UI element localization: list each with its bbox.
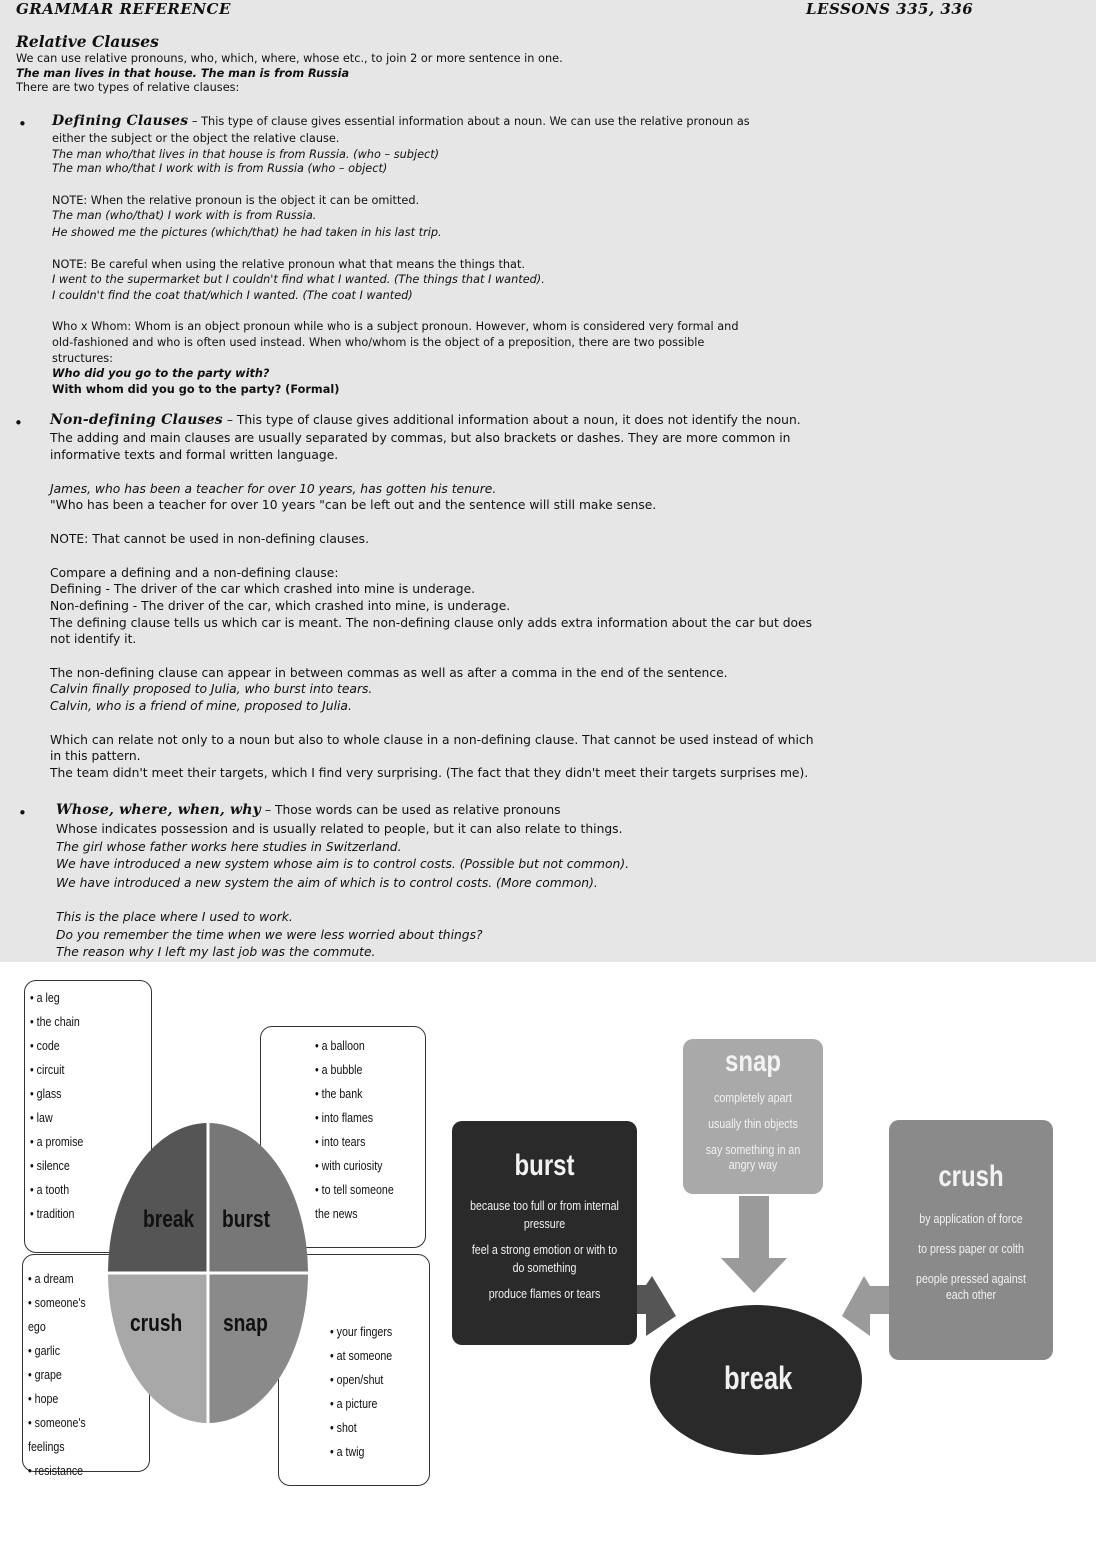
defining-line: NOTE: Be careful when using the relative pronoun what that means the things that. [52,258,526,271]
crush-card-line: each other [945,1288,997,1302]
burst-card [452,1121,637,1345]
nondefining-line: NOTE: That cannot be used in non-defining clauses. [50,532,369,546]
break-item: • glass [30,1087,62,1101]
nondefining-heading: Non-defining Clauses [50,412,223,428]
whose-line: Do you remember the time when we were less worried about things? [56,928,483,942]
quadrant-label-burst: burst [222,1206,270,1233]
nondefining-line: Calvin, who is a friend of mine, proposed to Julia. [50,699,352,713]
defining-heading: Defining Clauses [52,113,189,129]
crush-card-line: people pressed against [916,1272,1026,1286]
whose-line: We have introduced a new system the aim of which is to control costs. (More common). [56,876,598,890]
burst-item: • a bubble [315,1063,363,1077]
break-item: • tradition [30,1207,75,1221]
defining-line: I went to the supermarket but I couldn't find what I wanted. (The things that I wanted). [52,273,545,286]
break-item: • law [30,1111,53,1125]
burst-card-line: produce flames or tears [488,1287,601,1301]
break-item: • circuit [30,1063,65,1077]
crush-item: • someone's [28,1296,86,1310]
whose-heading: Whose, where, when, why [56,802,261,818]
bullet: • [14,414,23,432]
defining-line: Who x Whom: Whom is an object pronoun while who is a subject pronoun. However, whom is considered very formal and [52,320,739,333]
burst-card-line: pressure [523,1217,566,1231]
break-item: • a tooth [30,1183,70,1197]
whose-line: We have introduced a new system whose aim is to control costs. (Possible but not common). [56,857,630,871]
nondefining-desc: – This type of clause gives additional information about a noun, it does not identify the noun. [226,413,801,427]
defining-line: Who did you go to the party with? [52,367,270,380]
break-center-label: break [724,1360,793,1396]
defining-line: The man who/that lives in that house is from Russia. (who – subject) [52,148,440,161]
intro-line: We can use relative pronouns, who, which, where, whose etc., to join 2 or more sentence in one. [16,52,563,65]
snap-card-line: usually thin objects [708,1117,798,1131]
nondefining-line: Compare a defining and a non-defining clause: [50,566,339,580]
bullet: • [18,804,27,822]
burst-item: • to tell someone [315,1183,394,1197]
whose-line: The girl whose father works here studies in Switzerland. [56,840,402,854]
defining-line: structures: [52,352,113,365]
snap-item: • at someone [330,1349,393,1363]
burst-card-lines [452,1197,637,1303]
nondefining-desc3: informative texts and formal written language. [50,448,339,462]
crush-card-line: by application of force [919,1212,1023,1226]
nondefining-line: in this pattern. [50,749,141,763]
quadrant-label-break: break [143,1206,195,1233]
nondefining-line: "Who has been a teacher for over 10 years "can be left out and the sentence will still make sense. [50,498,657,512]
defining-desc2: either the subject or the object the relative clause. [52,132,340,145]
crush-item: feelings [28,1440,65,1454]
break-item: • a leg [30,991,60,1005]
break-item: • the chain [30,1015,80,1029]
burst-item: • into flames [315,1111,374,1125]
snap-item: • a twig [330,1445,365,1459]
header-left: GRAMMAR REFERENCE [16,0,231,18]
whose-line: The reason why I left my last job was the commute. [56,945,376,959]
crush-card-title: crush [938,1160,1004,1193]
nondefining-line: Non-defining - The driver of the car, which crashed into mine, is underage. [50,599,511,613]
snap-card-title: snap [724,1045,782,1078]
nondefining-line: Calvin finally proposed to Julia, who burst into tears. [50,682,373,696]
burst-card-title: burst [514,1149,575,1182]
crush-card [889,1120,1053,1360]
nondefining-desc2: The adding and main clauses are usually separated by commas, but also brackets or dashes. They are more common in [50,431,791,445]
defining-line: The man (who/that) I work with is from Russia. [52,209,317,222]
snap-item: • shot [330,1421,357,1435]
whose-desc: – Those words can be used as relative pronouns [264,803,561,817]
crush-card-line: to press paper or colth [918,1242,1024,1256]
crush-item: • someone's [28,1416,86,1430]
bullet: • [18,115,27,133]
crush-card-lines [889,1210,1053,1302]
snap-item: • open/shut [330,1373,384,1387]
snap-item: • a picture [330,1397,378,1411]
whose-line: Whose indicates possession and is usually related to people, but it can also relate to things. [56,822,623,836]
nondefining-line: The team didn't meet their targets, which I find very surprising. (The fact that they didn't meet their targets surprises me). [50,766,809,780]
defining-line: With whom did you go to the party? (Formal) [52,383,340,396]
snap-card [683,1039,823,1194]
burst-item: • with curiosity [315,1159,383,1173]
nondefining-line: Which can relate not only to a noun but also to whole clause in a non-defining clause. That cannot be used instead of which [50,733,814,747]
defining-desc: – This type of clause gives essential information about a noun. We can use the relative pronoun as [191,115,750,128]
snap-item: • your fingers [330,1325,393,1339]
nondefining-line: not identify it. [50,632,137,646]
break-item: • code [30,1039,60,1053]
intro-line: The man lives in that house. The man is from Russia [16,67,350,80]
defining-line: old-fashioned and who is often used instead. When who/whom is the object of a preposition, there are two possible [52,336,705,349]
snap-card-line: say something in an [705,1143,801,1157]
page-title: Relative Clauses [16,32,159,51]
burst-item: the news [315,1207,358,1221]
defining-line: I couldn't find the coat that/which I wanted. (The coat I wanted) [52,289,413,302]
header-right: LESSONS 335, 336 [806,0,974,18]
burst-card-line: because too full or from internal [470,1199,619,1213]
crush-item: • a dream [28,1272,74,1286]
break-item: • a promise [30,1135,84,1149]
arrow-crush [842,1276,890,1336]
crush-item: • garlic [28,1344,61,1358]
crush-item: • grape [28,1368,62,1382]
quadrant-label-crush: crush [130,1310,183,1337]
snap-card-line: completely apart [714,1091,792,1105]
whose-line: This is the place where I used to work. [56,910,293,924]
nondefining-line: James, who has been a teacher for over 10 years, has gotten his tenure. [50,482,497,496]
intro-line: There are two types of relative clauses: [16,81,240,94]
burst-item: • a balloon [315,1039,365,1053]
crush-item: • resistance [28,1464,84,1478]
defining-line: He showed me the pictures (which/that) he had taken in his last trip. [52,226,442,239]
crush-item: • hope [28,1392,59,1406]
nondefining-line: The defining clause tells us which car is meant. The non-defining clause only adds extra information about the car but does [50,616,813,630]
burst-item: • the bank [315,1087,363,1101]
nondefining-line: Defining - The driver of the car which crashed into mine is underage. [50,582,476,596]
snap-card-line: angry way [728,1158,778,1172]
crush-item: ego [28,1320,46,1334]
burst-card-line: feel a strong emotion or with to [471,1243,618,1257]
arrow-snap [721,1196,787,1293]
burst-card-line: do something [512,1261,577,1275]
nondefining-line: The non-defining clause can appear in between commas as well as after a comma in the end of the sentence. [50,666,728,680]
burst-item: • into tears [315,1135,366,1149]
quadrant-label-snap: snap [223,1310,268,1337]
snap-card-lines [683,1089,823,1171]
defining-line: NOTE: When the relative pronoun is the object it can be omitted. [52,194,420,207]
defining-line: The man who/that I work with is from Russia (who – object) [52,162,388,175]
break-item: • silence [30,1159,70,1173]
